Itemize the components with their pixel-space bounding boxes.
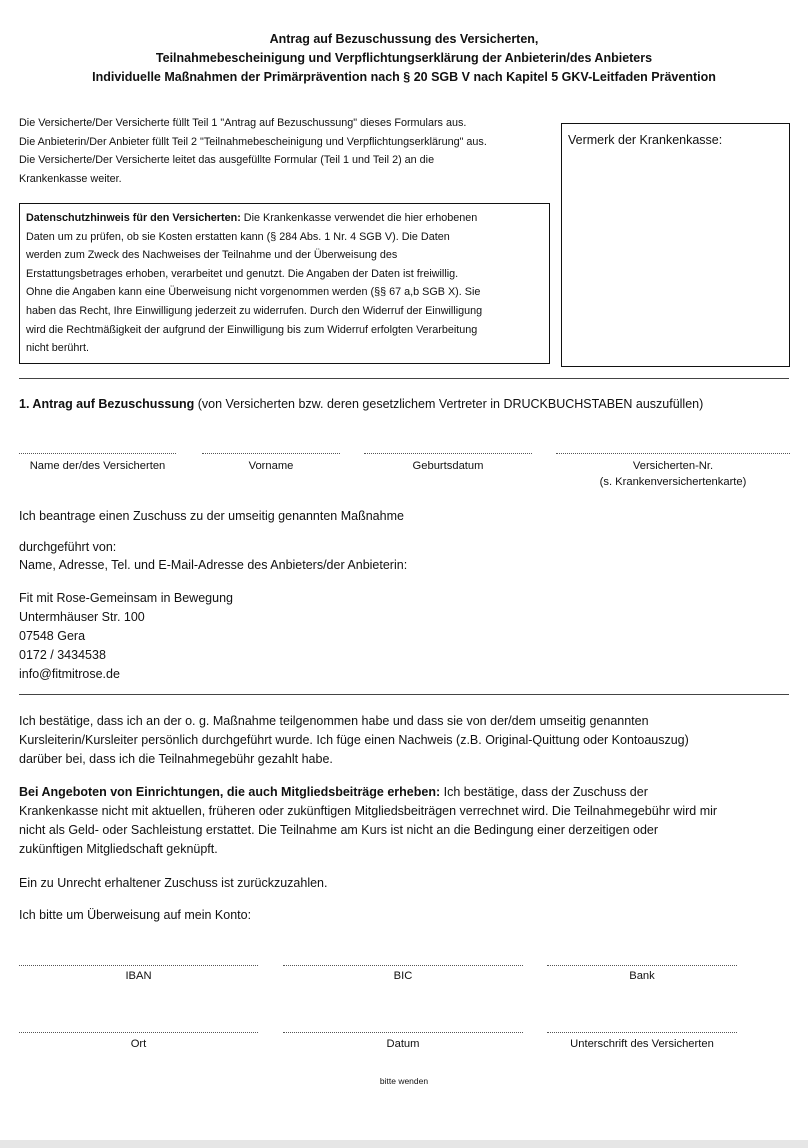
membership-first-line: Ich bestätige, dass der Zuschuss der [440, 785, 648, 799]
insurer-note-box[interactable] [561, 123, 790, 367]
geburtsdatum-field-label: Geburtsdatum [412, 460, 484, 472]
membership-line: zukünftigen Mitgliedschaft geknüpft. [19, 842, 218, 856]
title-line-1: Antrag auf Bezuschussung des Versicherten, [269, 32, 539, 46]
privacy-line: wird die Rechtmäßigkeit der aufgrund der Einwilligung bis zum Widerruf erfolgten Verarbeitung [26, 323, 478, 336]
bic-field-line[interactable] [283, 965, 523, 966]
membership-line: nicht als Geld- oder Sachleistung erstattet. Die Teilnahme am Kurs ist nicht an die Bedingung einer derzeitigen oder [19, 823, 659, 837]
divider [19, 694, 789, 695]
provider-phone: 0172 / 3434538 [19, 648, 106, 662]
privacy-notice-box [19, 203, 550, 364]
datum-field-line[interactable] [283, 1032, 523, 1033]
vorname-field-line[interactable] [202, 453, 340, 454]
refund-note: Ein zu Unrecht erhaltener Zuschuss ist zurückzuzahlen. [19, 876, 328, 890]
iban-field-line[interactable] [19, 965, 258, 966]
title-line-3: Individuelle Maßnahmen der Primärprävention nach § 20 SGB V nach Kapitel 5 GKV-Leitfaden Prävention [92, 70, 716, 84]
provider-label: Name, Adresse, Tel. und E-Mail-Adresse des Anbieters/der Anbieterin: [19, 558, 408, 572]
membership-line: Krankenkasse nicht mit aktuellen, früheren oder zukünftigen Mitgliedsbeiträgen verrechnet wird. Die Teilnahmegebühr wird mir [19, 804, 718, 818]
privacy-line: nicht berührt. [26, 342, 90, 355]
request-text: Ich beantrage einen Zuschuss zu der umseitig genannten Maßnahme [19, 509, 404, 523]
intro-instructions [19, 114, 564, 188]
section-1-title: 1. Antrag auf Bezuschussung [19, 397, 195, 411]
bank-field-line[interactable] [547, 965, 737, 966]
iban-label: IBAN [125, 970, 152, 982]
ort-field-line[interactable] [19, 1032, 258, 1033]
intro-line: Die Versicherte/Der Versicherte leitet das ausgefüllte Formular (Teil 1 und Teil 2) an die [19, 154, 435, 167]
provider-name: Fit mit Rose-Gemeinsam in Bewegung [19, 591, 233, 605]
ort-label: Ort [130, 1038, 147, 1050]
provider-street: Untermhäuser Str. 100 [19, 610, 145, 624]
signature-field-line[interactable] [547, 1032, 737, 1033]
confirmation-line: Ich bestätige, dass ich an der o. g. Maßnahme teilgenommen habe und dass sie von der/dem umseitig genannten [19, 714, 649, 728]
bic-label: BIC [393, 970, 413, 982]
section-1-heading [19, 397, 703, 411]
name-field-label: Name der/des Versicherten [29, 460, 166, 472]
section-1-subtitle: (von Versicherten bzw. deren gesetzlichem Vertreter in DRUCKBUCHSTABEN auszufüllen) [194, 397, 704, 411]
privacy-line [26, 209, 543, 228]
confirmation-line: Kursleiterin/Kursleiter persönlich durchgeführt wurde. Ich füge einen Nachweis (z.B. Original-Quittung oder Kontoauszug) [19, 733, 689, 747]
membership-line [19, 783, 648, 802]
vorname-field-label: Vorname [248, 460, 294, 472]
page-bottom-edge [0, 1140, 808, 1148]
name-field-line[interactable] [19, 453, 176, 454]
intro-line: Die Versicherte/Der Versicherte füllt Teil 1 "Antrag auf Bezuschussung" dieses Formulars aus. [19, 117, 467, 129]
privacy-line: Ohne die Angaben kann eine Überweisung nicht vorgenommen werden (§§ 67 a,b SGB X). Sie [26, 286, 481, 299]
privacy-line: haben das Recht, Ihre Einwilligung jederzeit zu widerrufen. Durch den Widerruf der Einwilligung [26, 304, 483, 317]
intro-line: Krankenkasse weiter. [19, 172, 122, 185]
insurer-note-label: Vermerk der Krankenkasse: [568, 133, 723, 147]
divider [19, 378, 789, 379]
title-line-2: Teilnahmebescheinigung und Verpflichtungserklärung der Anbieterin/des Anbieters [155, 51, 653, 65]
versichertennr-field-label [556, 458, 790, 490]
privacy-line: werden zum Zweck des Nachweises der Teilnahme und der Überweisung des [26, 249, 398, 262]
transfer-request: Ich bitte um Überweisung auf mein Konto: [19, 908, 252, 922]
versichertennr-hint: (s. Krankenversichertenkarte) [599, 476, 747, 488]
geburtsdatum-field-line[interactable] [364, 453, 532, 454]
signature-label: Unterschrift des Versicherten [570, 1038, 714, 1050]
privacy-line: Erstattungsbetrages erhoben, verarbeitet und genutzt. Die Angaben der Daten ist freiwillig. [26, 267, 459, 280]
privacy-line: Daten um zu prüfen, ob sie Kosten erstatten kann (§ 284 Abs. 1 Nr. 4 SGB V). Die Daten [26, 230, 450, 243]
datum-label: Datum [386, 1038, 420, 1050]
conducted-by-label: durchgeführt von: [19, 540, 117, 554]
please-turn-note: bitte wenden [379, 1076, 429, 1086]
bank-label: Bank [629, 970, 655, 982]
privacy-first-line: Die Krankenkasse verwendet die hier erhobenen [240, 212, 478, 224]
provider-email: info@fitmitrose.de [19, 667, 120, 681]
confirmation-line: darüber bei, dass ich die Teilnahmegebühr gezahlt habe. [19, 752, 333, 766]
intro-line: Die Anbieterin/Der Anbieter füllt Teil 2 "Teilnahmebescheinigung und Verpflichtungserklärung" aus. [19, 135, 487, 148]
versichertennr-label: Versicherten-Nr. [632, 460, 714, 472]
membership-heading: Bei Angeboten von Einrichtungen, die auch Mitgliedsbeiträge erheben: [19, 785, 441, 799]
versichertennr-field-line[interactable] [556, 453, 790, 454]
privacy-heading: Datenschutzhinweis für den Versicherten: [26, 212, 241, 224]
provider-city: 07548 Gera [19, 629, 86, 643]
form-title [18, 30, 790, 87]
